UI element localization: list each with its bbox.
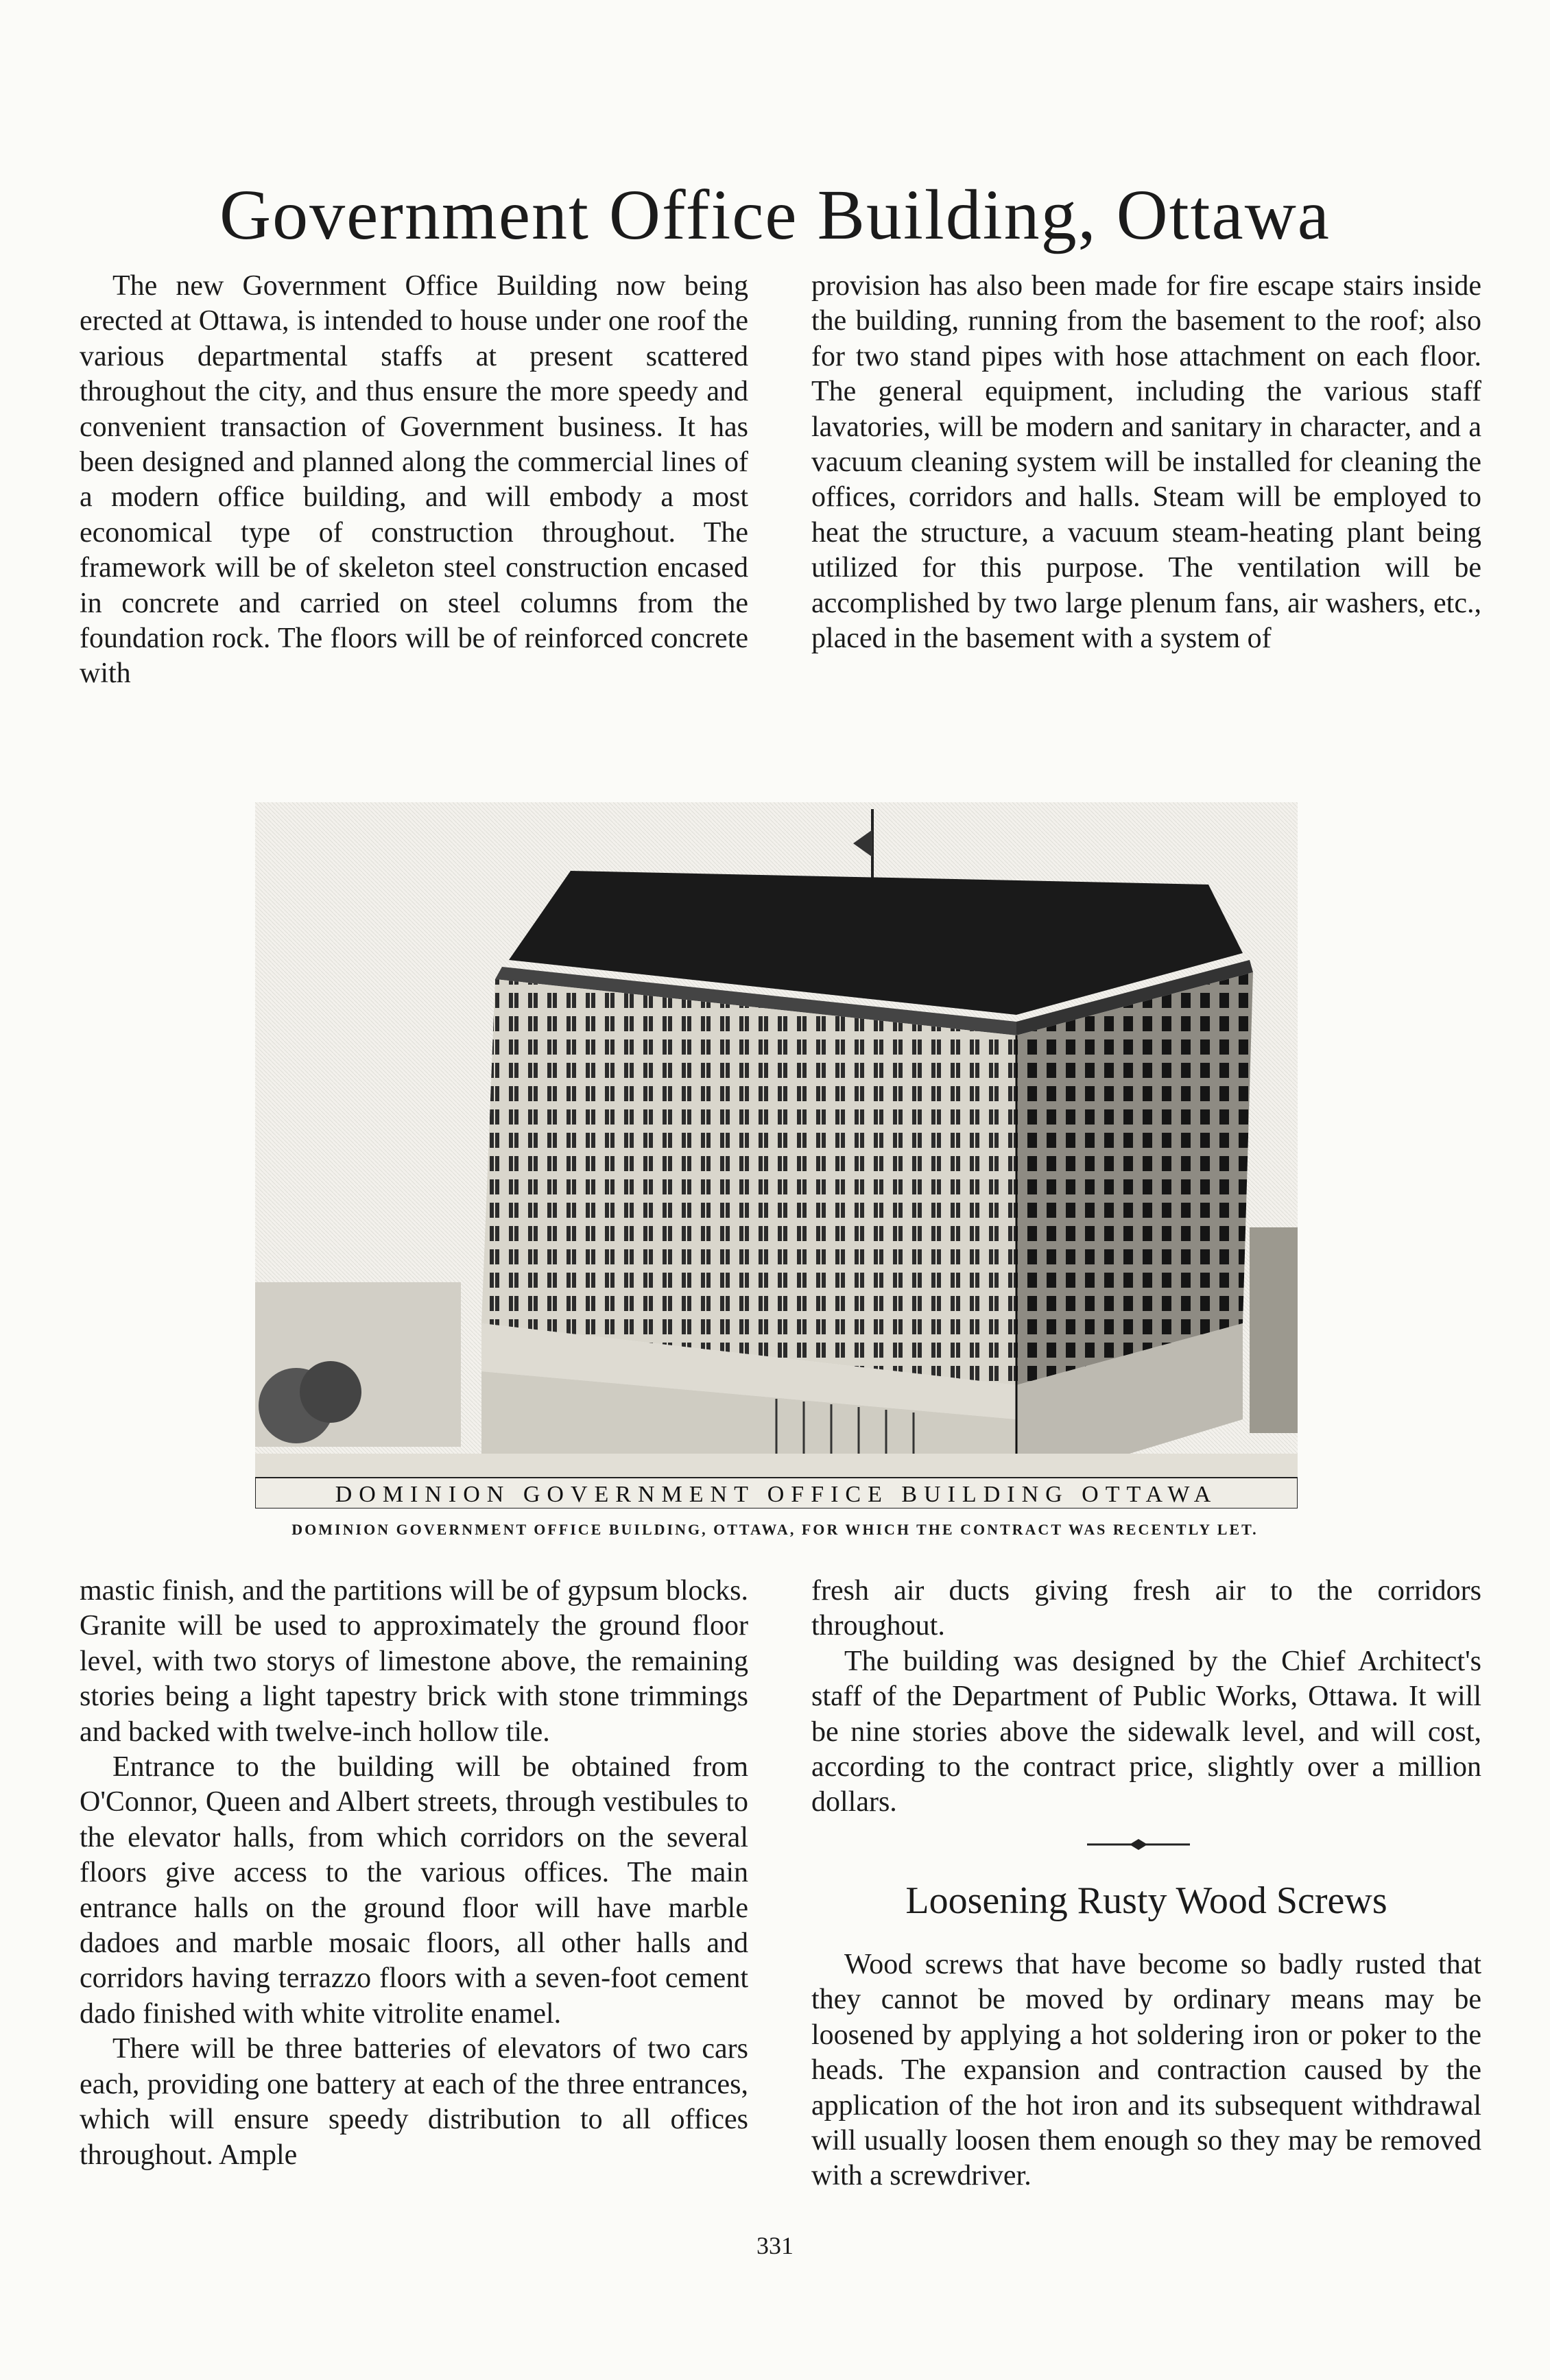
page-title: Government Office Building, Ottawa [219, 176, 1331, 254]
article-body [811, 1947, 1481, 2194]
paragraph: provision has also been made for fire escape stairs inside the building, running from the basement to the roof; also for two stand pipes with hose attachment on each floor. The general equipment, including the various staff lavatories, will be modern and sanitary in character, and a vacuum cleaning system will be installed for cleaning the offices, corridors and halls. Steam will be employed to heat the structure, a vacuum steam-heating plant being utilized for this purpose. The ventilation will be accomplished by two large plenum fans, air washers, etc., placed in the basement with a system of [811, 270, 1481, 655]
photo-caption: DOMINION GOVERNMENT OFFICE BUILDING, OTTAWA, FOR WHICH THE CONTRACT WAS RECENTLY LET. [291, 1521, 1259, 1538]
article-title: Loosening Rusty Wood Screws [905, 1879, 1387, 1922]
paragraph: Wood screws that have become so badly rusted that they cannot be moved by ordinary means may be loosened by applying a hot soldering iron or poker to the heads. The expansion and contraction caused by the application of the hot iron and its subsequent withdrawal will usually loosen them enough so they may be removed with a screwdriver. [811, 1949, 1481, 2192]
paragraph: Entrance to the building will be obtained from O'Connor, Queen and Albert streets, through vestibules to the elevator halls, from which corridors on the several floors give access to the various offices. The main entrance halls on the ground floor will have marble dadoes and marble mosaic floors, all other halls and corridors having terrazzo floors with a seven-foot cement dado finished with white vitrolite enamel. [80, 1751, 748, 2030]
building-photo [255, 802, 1298, 1508]
photo-banner-text: DOMINION GOVERNMENT OFFICE BUILDING OTTAWA [335, 1482, 1218, 1507]
paragraph: mastic finish, and the partitions will be of gypsum blocks. Granite will be used to approximately the ground floor level, with two storys of limestone above, the remaining stories being a light tapestry brick with stone trimmings and backed with twelve-inch hollow tile. [80, 1575, 748, 1748]
article-column-bottom-right [811, 1574, 1481, 1820]
article-column-bottom-left [80, 1574, 748, 2173]
article-column-top-right [811, 269, 1481, 656]
page-number: 331 [756, 2232, 794, 2259]
paragraph: There will be three batteries of elevators of two cars each, providing one battery at each of the three entrances, which will ensure speedy distribution to all offices throughout. Ample [80, 2033, 748, 2171]
article-column-top-left [80, 269, 748, 692]
paragraph: The building was designed by the Chief Architect's staff of the Department of Public Works, Ottawa. It will be nine stories above the sidewalk level, and will cost, according to the contract price, slightly over a million dollars. [811, 1645, 1481, 1818]
section-divider-ornament [1087, 1836, 1190, 1853]
paragraph: fresh air ducts giving fresh air to the corridors throughout. [811, 1575, 1481, 1642]
paragraph: The new Government Office Building now being erected at Ottawa, is intended to house under one roof the various departmental staffs at present scattered throughout the city, and thus ensure the more speedy and convenient transaction of Government business. It has been designed and planned along the commercial lines of a modern office building, and will embody a most economical type of construction throughout. The framework will be of skeleton steel construction encased in concrete and carried on steel columns from the foundation rock. The floors will be of reinforced concrete with [80, 270, 748, 690]
